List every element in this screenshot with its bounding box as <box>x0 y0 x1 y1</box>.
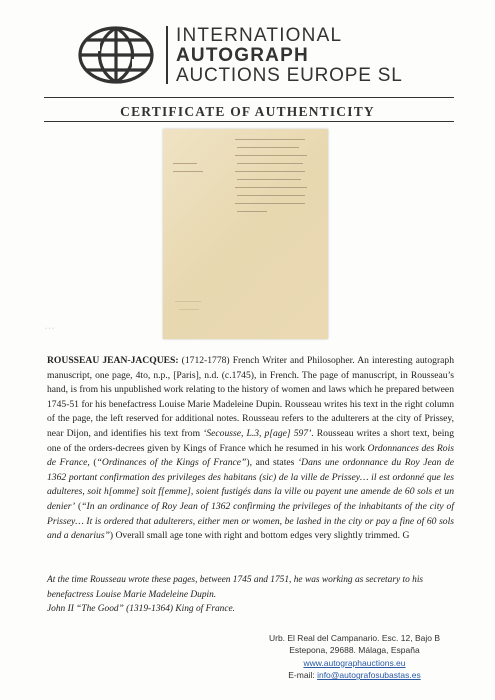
description-quote-english: “In an ordinance of Roy Jean of 1362 confirming the privileges of the inhabitants of the city of Prissey… It is ordered that adulterers, either men or women, be lashed in the city or pay a fine of 60 sols and a denarius” <box>47 500 454 542</box>
contact-footer <box>269 632 440 682</box>
description-text-1: (1712-1778) French Writer and Philosopher. An interesting autograph manuscript, one page, 4to, n.p., [Paris], n.d. (c.1745), in French. The page of manuscript, in Rousseau’s hand, is from his unpublished work relating to the history of women and laws which he prepared between 1745-51 for his benefactress Louise Marie Madeleine Dupin. Rousseau writes his text in the right column of the page, the left reserved for additional notes. Rousseau refers to the adulterers at the city of Prissey, near Dijon, and identifies his text from <box>47 355 454 439</box>
email-link[interactable]: info@autografosubastas.es <box>317 670 421 681</box>
brand-line-3: AUCTIONS EUROPE SL <box>176 65 403 86</box>
address-line-1: Urb. El Real del Campanario. Esc. 12, Bajo B <box>268 633 440 643</box>
brand-line-1: INTERNATIONAL <box>176 25 343 46</box>
manuscript-photo <box>163 129 328 339</box>
description-source-ref: ‘Secousse, L.3, p[age] 597’ <box>203 427 312 439</box>
address-line-2: Estepona, 29688. Málaga, España <box>289 645 420 656</box>
logo-divider <box>166 26 168 84</box>
certificate-title: CERTIFICATE OF AUTHENTICITY <box>120 104 375 119</box>
lot-description <box>47 354 454 544</box>
title-rule <box>44 121 454 122</box>
description-work-translation: “Ordinances of the Kings of France” <box>96 457 247 469</box>
description-text-5: ( <box>75 500 82 512</box>
description-quote-french: ‘Dans une ordonnance du Roy Jean de 1362 portant confirmation des privileges des habitans (sic) de la ville de Prissey… il est ordonné que les adulteres, soit h[omme] soit f[emme], soient fustigés dans la ville ou payent une amende de 60 sols et un denier’ <box>47 457 454 512</box>
header <box>76 22 416 88</box>
description-text-2: . Rousseau writes a short text, being one of the orders-decrees given by Kings of France which he resumed in his work <box>47 427 454 454</box>
brand-line-2: AUTOGRAPH <box>176 45 309 66</box>
description-text-4: ), and states <box>246 457 298 469</box>
note-line-2: John II “The Good” (1319-1364) King of France. <box>47 604 236 615</box>
description-text-6: ) Overall small age tone with right and bottom edges very slightly trimmed. G <box>109 530 410 542</box>
logo-globe-icon <box>76 24 156 86</box>
brand-name <box>176 26 403 86</box>
description-text-3: , ( <box>87 457 97 469</box>
top-rule <box>44 97 454 98</box>
lot-name: ROUSSEAU JEAN-JACQUES: <box>47 355 179 366</box>
website-link[interactable]: www.autographauctions.eu <box>303 657 406 668</box>
margin-dots: · · · <box>45 326 54 332</box>
historical-notes <box>47 573 454 617</box>
email-label: E-mail: <box>288 670 318 681</box>
note-line-1: At the time Rousseau wrote these pages, between 1745 and 1751, he was working as secretary to his benefactress Louise Marie Madeleine Dupin. <box>47 575 424 600</box>
description-work-title: Ordonnances des Rois de France <box>47 442 454 469</box>
